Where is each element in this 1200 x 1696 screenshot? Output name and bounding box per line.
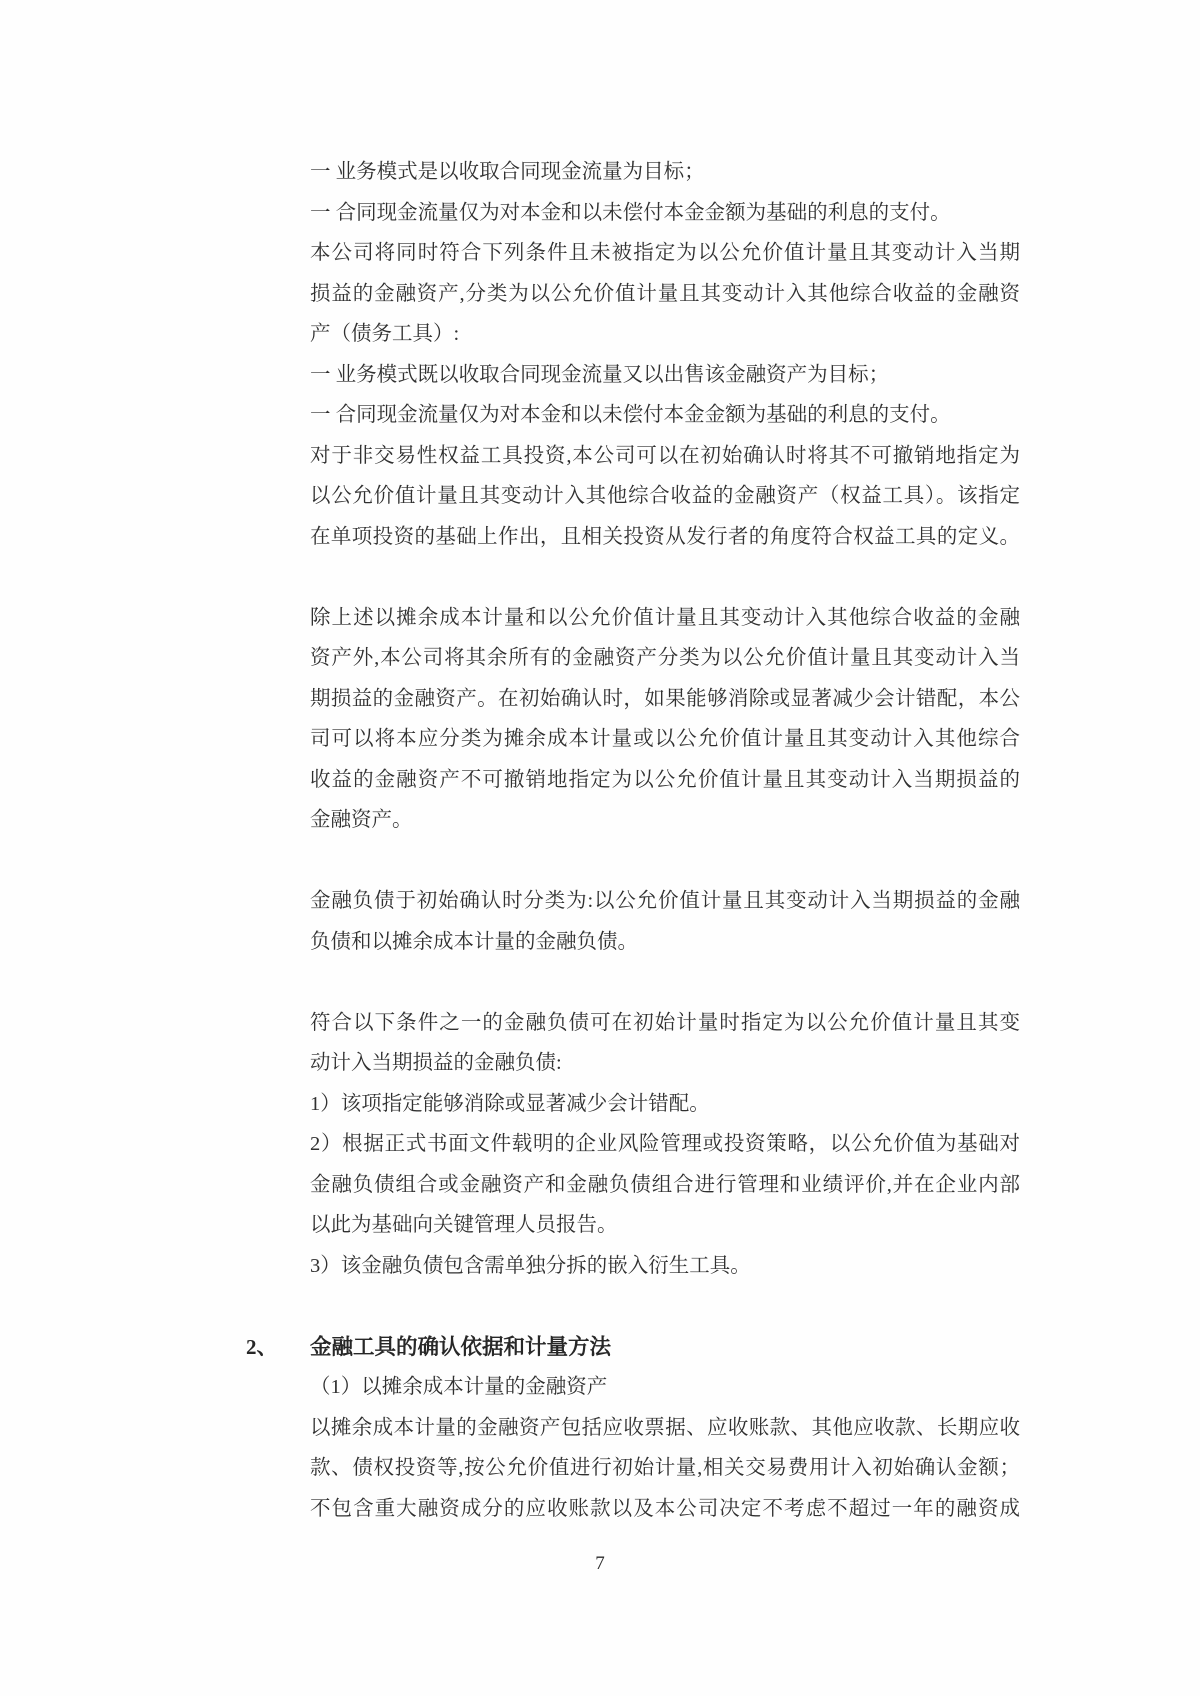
text-line: 对于非交易性权益工具投资,本公司可以在初始确认时将其不可撤销地指定为: [310, 444, 1020, 467]
text-line: 除上述以摊余成本计量和以公允价值计量且其变动计入其他综合收益的金融: [310, 606, 1020, 629]
list-item-line: 3）该金融负债包含需单独分拆的嵌入衍生工具。: [310, 1254, 751, 1277]
text-line: 动计入当期损益的金融负债:: [310, 1052, 562, 1074]
bullet-line: 一 业务模式是以收取合同现金流量为目标；: [310, 161, 705, 183]
paragraph-designation-conditions: [310, 1003, 1020, 1287]
page-number: 7: [595, 1553, 605, 1574]
text-line: 不包含重大融资成分的应收账款以及本公司决定不考虑不超过一年的融资成: [310, 1497, 1020, 1520]
text-line: 金融资产。: [310, 809, 413, 831]
text-line: 期损益的金融资产。在初始确认时，如果能够消除或显著减少会计错配，本公: [310, 687, 1020, 710]
section-heading: [246, 1327, 1020, 1368]
list-item-line: 2）根据正式书面文件载明的企业风险管理或投资策略，以公允价值为基础对: [310, 1133, 1020, 1155]
text-line: 以公允价值计量且其变动计入其他综合收益的金融资产（权益工具）。该指定: [310, 485, 1020, 507]
text-line: 以摊余成本计量的金融资产包括应收票据、应收账款、其他应收款、长期应收: [310, 1416, 1020, 1439]
paragraph-fvtpl-classification: [310, 598, 1020, 841]
text-line: 司可以将本应分类为摊余成本计量或以公允价值计量且其变动计入其他综合: [310, 728, 1020, 750]
bullet-line: 一 合同现金流量仅为对本金和以未偿付本金金额为基础的利息的支付。: [310, 201, 951, 224]
text-line: 金融负债于初始确认时分类为:以公允价值计量且其变动计入当期损益的金融: [310, 890, 1020, 912]
bullet-line: 一 业务模式既以收取合同现金流量又以出售该金融资产为目标；: [310, 363, 890, 386]
text-line: 负债和以摊余成本计量的金融负债。: [310, 930, 638, 953]
text-line: 款、债权投资等,按公允价值进行初始计量,相关交易费用计入初始确认金额；: [310, 1457, 1020, 1479]
subheading-line: （1）以摊余成本计量的金融资产: [310, 1376, 608, 1398]
text-line: 损益的金融资产,分类为以公允价值计量且其变动计入其他综合收益的金融资: [310, 282, 1020, 305]
paragraph-liability-classification: [310, 881, 1020, 962]
paragraph-amortized-cost-assets: [310, 1367, 1020, 1529]
document-body: [246, 152, 1020, 1529]
list-item-line: 1）该项指定能够消除或显著减少会计错配。: [310, 1092, 710, 1115]
section-heading-number: 2、: [246, 1334, 278, 1359]
text-line: 符合以下条件之一的金融负债可在初始计量时指定为以公允价值计量且其变: [310, 1011, 1020, 1034]
text-line: 金融负债组合或金融资产和金融负债组合进行管理和业绩评价,并在企业内部: [310, 1173, 1020, 1196]
text-line: 本公司将同时符合下列条件且未被指定为以公允价值计量且其变动计入当期: [310, 242, 1020, 264]
bullet-line: 一 合同现金流量仅为对本金和以未偿付本金金额为基础的利息的支付。: [310, 404, 951, 426]
text-line: 资产外,本公司将其余所有的金融资产分类为以公允价值计量且其变动计入当: [310, 647, 1020, 669]
text-line: 在单项投资的基础上作出，且相关投资从发行者的角度符合权益工具的定义。: [310, 525, 1020, 548]
section-heading-title: 金融工具的确认依据和计量方法: [310, 1334, 612, 1359]
text-line: 以此为基础向关键管理人员报告。: [310, 1214, 618, 1236]
text-line: 收益的金融资产不可撤销地指定为以公允价值计量且其变动计入当期损益的: [310, 768, 1020, 791]
paragraph-debt-instrument-classification: [310, 152, 1020, 557]
text-line: 产（债务工具）:: [310, 323, 460, 345]
